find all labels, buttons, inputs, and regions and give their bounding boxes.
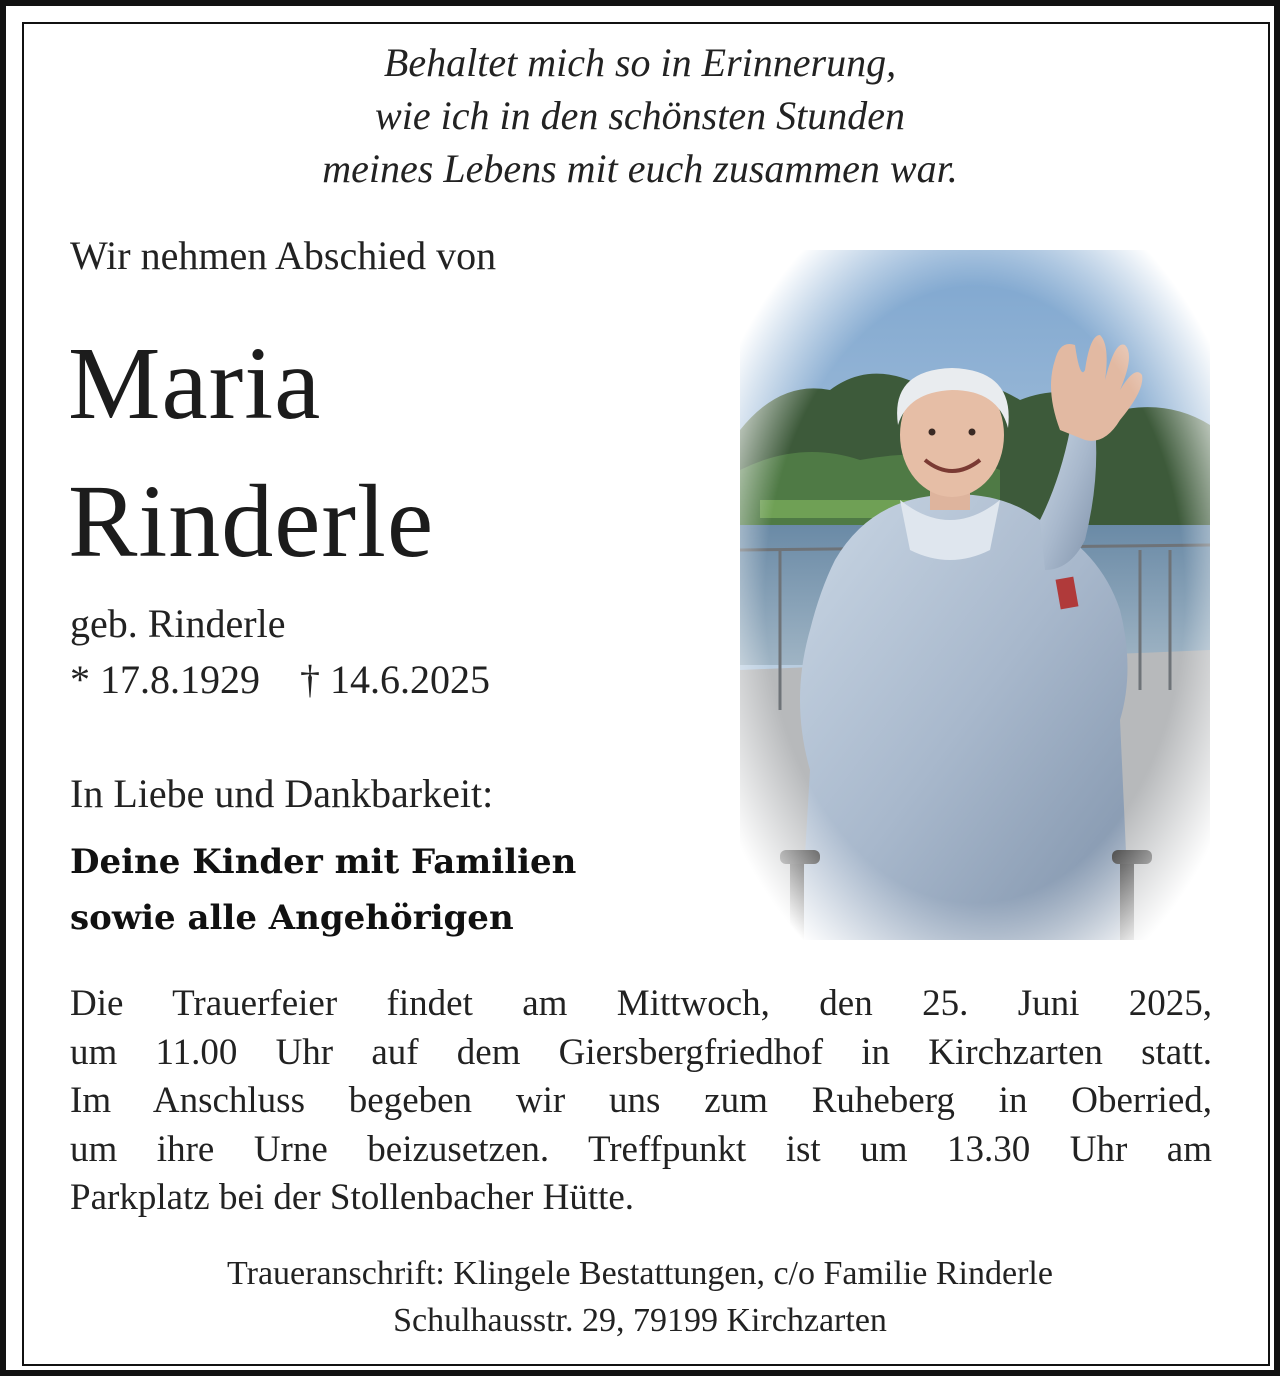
memorial-quote (0, 36, 1280, 195)
details-line: Die Trauerfeier findet am Mittwoch, den 25. Juni 2025, (70, 983, 1212, 1024)
portrait-photo (740, 250, 1210, 940)
quote-line: Behaltet mich so in Erinnerung, (383, 40, 897, 85)
farewell-intro: Wir nehmen Abschied von (70, 233, 497, 278)
signers (70, 834, 576, 946)
details-line: Im Anschluss begeben wir uns zum Ruheberg in Oberried, (70, 1080, 1212, 1121)
details-line: um 11.00 Uhr auf dem Giersbergfriedhof in Kirchzarten statt. (70, 1031, 1212, 1073)
funeral-details (70, 980, 1212, 1223)
last-name: Rinderle (68, 464, 435, 579)
gratitude-line: In Liebe und Dankbarkeit: (70, 771, 494, 816)
birth-name: geb. Rinderle (70, 601, 286, 646)
birth-date: * 17.8.1929 (70, 657, 260, 702)
first-name: Maria (68, 326, 322, 441)
mourning-address (0, 1250, 1280, 1344)
address-line: Traueranschrift: Klingele Bestattungen, c/o Familie Rinderle (227, 1255, 1053, 1292)
quote-line: meines Lebens mit euch zusammen war. (322, 146, 958, 191)
address-line: Schulhausstr. 29, 79199 Kirchzarten (393, 1302, 887, 1339)
life-dates (70, 656, 490, 703)
details-line: Parkplatz bei der Stollenbacher Hütte. (70, 1177, 635, 1218)
signer-line: Deine Kinder mit Familien (70, 842, 577, 882)
details-line: um ihre Urne beizusetzen. Treffpunkt ist um 13.30 Uhr am (70, 1128, 1212, 1170)
death-date: † 14.6.2025 (300, 657, 490, 702)
quote-line: wie ich in den schönsten Stunden (375, 93, 905, 138)
signer-line: sowie alle Angehörigen (70, 898, 514, 938)
